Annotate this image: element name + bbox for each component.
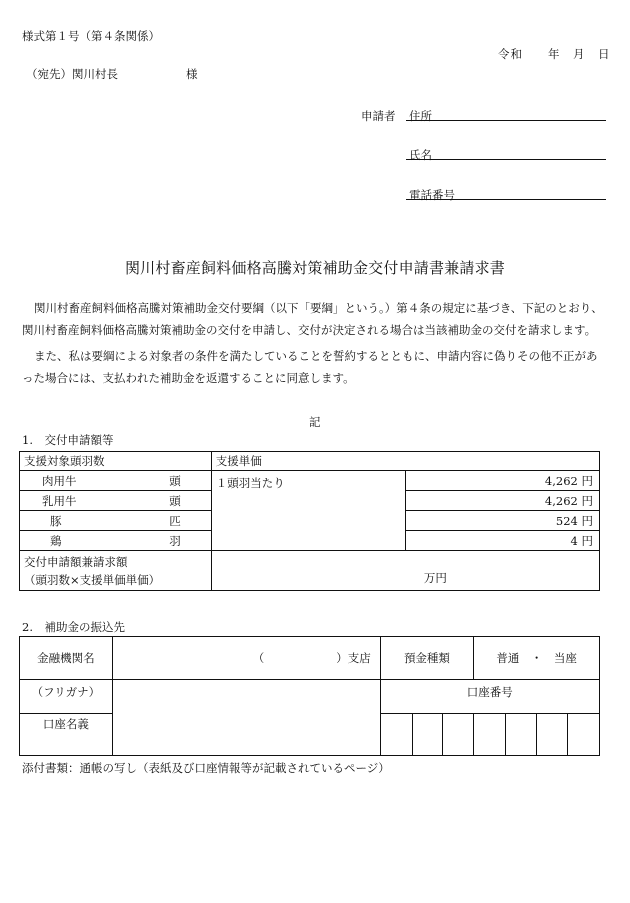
account-digit-box[interactable] xyxy=(568,714,600,756)
body-p2-line1: また、私は要綱による対象者の条件を満たしていることを誓約するとともに、申請内容に偽りその他不正があ xyxy=(34,349,598,363)
total-label-2: （頭羽数×支援単価単価） xyxy=(24,572,161,587)
unit-price-cell: 524 円 xyxy=(406,511,600,531)
counter-unit: 匹 xyxy=(169,513,181,528)
address-label: 住所 xyxy=(409,109,432,123)
section1-heading: 1. 交付申請額等 xyxy=(22,433,114,447)
account-digit-box[interactable] xyxy=(412,714,443,756)
bank-name-label: 金融機関名 xyxy=(20,637,113,680)
attachment-note: 添付書類：通帳の写し（表紙及び口座情報等が記載されているページ） xyxy=(22,761,390,775)
branch-close: ）支店 xyxy=(336,651,371,665)
animal-label: 鶏 xyxy=(50,533,62,548)
addressee-honorific: 様 xyxy=(186,67,198,81)
unit-price-cell: 4 円 xyxy=(406,531,600,551)
account-digit-box[interactable] xyxy=(380,714,412,756)
body-p2-line2: った場合には、支払われた補助金を返還することに同意します。 xyxy=(22,371,355,385)
animal-label: 乳用牛 xyxy=(42,493,77,508)
counter-unit: 頭 xyxy=(169,473,181,488)
animal-count-cell[interactable] xyxy=(20,511,212,531)
unit-price-cell: 4,262 円 xyxy=(406,491,600,511)
col-header-unit-price: 支援単価 xyxy=(211,452,599,471)
ki-heading: 記 xyxy=(309,415,321,429)
applicant-label: 申請者 xyxy=(361,109,396,123)
name-input-line[interactable] xyxy=(406,159,606,160)
account-digit-box[interactable] xyxy=(443,714,474,756)
counter-unit: 頭 xyxy=(169,493,181,508)
total-unit: 万円 xyxy=(423,571,447,585)
body-paragraph-1 xyxy=(22,297,610,341)
account-holder-label: 口座名義 xyxy=(20,714,113,756)
animal-label: 豚 xyxy=(50,513,62,528)
furigana-label: （フリガナ） xyxy=(20,680,113,714)
animal-count-cell[interactable] xyxy=(20,491,212,511)
counter-unit: 羽 xyxy=(169,533,181,548)
address-input-line[interactable] xyxy=(406,120,606,121)
bank-transfer-table xyxy=(19,636,600,756)
unit-basis-cell: １頭羽当たり xyxy=(211,471,406,551)
section2-heading: 2. 補助金の振込先 xyxy=(22,620,125,634)
deposit-type-options[interactable]: 普通 ・ 当座 xyxy=(474,637,600,680)
total-label-1: 交付申請額兼請求額 xyxy=(24,554,128,569)
account-digit-box[interactable] xyxy=(506,714,537,756)
document-title: 関川村畜産飼料価格高騰対策補助金交付申請書兼請求書 xyxy=(124,259,505,277)
date-field[interactable]: 令和 年 月 日 xyxy=(498,47,611,61)
total-label-cell xyxy=(20,551,212,591)
account-number-label: 口座番号 xyxy=(380,680,599,714)
addressee: （宛先）関川村長 xyxy=(26,67,118,81)
deposit-type-label: 預金種類 xyxy=(380,637,474,680)
col-header-target: 支援対象頭羽数 xyxy=(20,452,212,471)
account-holder-input[interactable] xyxy=(112,680,380,756)
unit-price-cell: 4,262 円 xyxy=(406,471,600,491)
branch-open: （ xyxy=(252,651,265,665)
application-amount-table xyxy=(19,451,600,591)
body-p1-line1: 関川村畜産飼料価格高騰対策補助金交付要綱（以下「要綱」という。）第４条の規定に基づき、下記のとおり、 xyxy=(34,301,603,315)
animal-count-cell[interactable] xyxy=(20,471,212,491)
phone-label: 電話番号 xyxy=(409,188,455,202)
body-paragraph-2 xyxy=(22,345,610,389)
total-amount-cell[interactable] xyxy=(211,551,599,591)
body-p1-line2: 関川村畜産飼料価格高騰対策補助金の交付を申請し、交付が決定される場合は当該補助金の交付を請求します。 xyxy=(22,323,597,337)
animal-label: 肉用牛 xyxy=(42,473,77,488)
animal-count-cell[interactable] xyxy=(20,531,212,551)
form-number: 様式第１号（第４条関係） xyxy=(22,29,160,43)
total-row xyxy=(20,551,600,591)
account-digit-box[interactable] xyxy=(474,714,506,756)
table-row xyxy=(20,471,600,491)
phone-input-line[interactable] xyxy=(406,199,606,200)
bank-name-input[interactable] xyxy=(112,637,380,680)
name-label: 氏名 xyxy=(409,148,432,162)
account-digit-box[interactable] xyxy=(537,714,568,756)
